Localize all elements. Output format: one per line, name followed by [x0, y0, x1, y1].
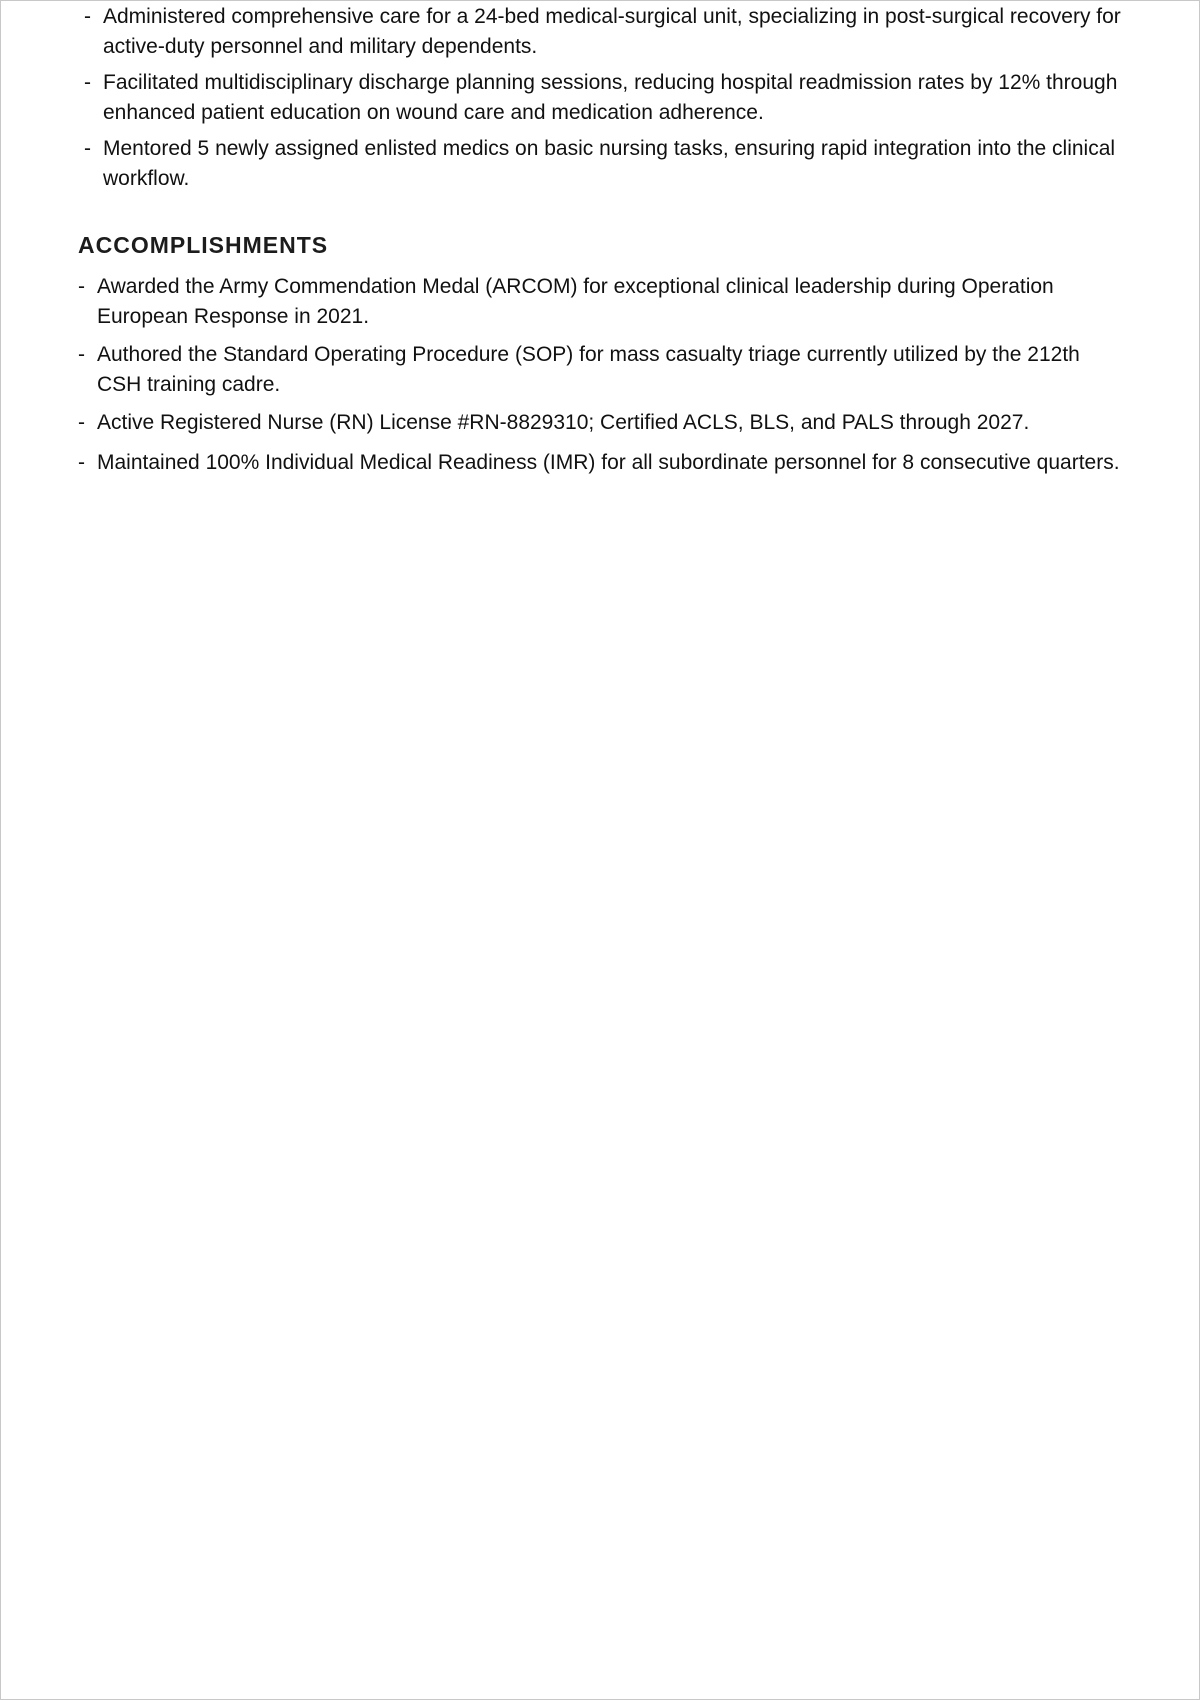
accomplishment-bullet	[78, 448, 1128, 478]
bullet-dash: -	[78, 343, 85, 366]
accomplishment-bullet-text: Maintained 100% Individual Medical Readiness (IMR) for all subordinate personnel for 8 consecutive quarters.	[97, 451, 1120, 474]
bullet-dash: -	[78, 275, 85, 298]
accomplishment-bullet-text: Active Registered Nurse (RN) License #RN-8829310; Certified ACLS, BLS, and PALS through 2027.	[97, 411, 1030, 434]
bullet-dash: -	[84, 5, 91, 28]
accomplishment-bullet	[78, 408, 1128, 438]
bullet-dash: -	[84, 137, 91, 160]
experience-bullet	[78, 68, 1128, 128]
bullet-dash: -	[84, 71, 91, 94]
bullet-dash: -	[78, 451, 85, 474]
accomplishment-bullet	[78, 340, 1128, 400]
experience-bullet	[78, 2, 1128, 62]
experience-bullet-list	[78, 2, 1128, 194]
accomplishments-heading: ACCOMPLISHMENTS	[78, 232, 329, 258]
experience-bullet-text: Administered comprehensive care for a 24-bed medical-surgical unit, specializing in post-surgical recovery for active-duty personnel and military dependents.	[103, 5, 1121, 58]
experience-bullet	[78, 134, 1128, 194]
experience-bullet-text: Mentored 5 newly assigned enlisted medics on basic nursing tasks, ensuring rapid integration into the clinical workflow.	[103, 137, 1116, 190]
accomplishment-bullet-text: Awarded the Army Commendation Medal (ARCOM) for exceptional clinical leadership during Operation European Response in 2021.	[97, 275, 1054, 328]
accomplishments-bullet-list	[78, 272, 1128, 478]
accomplishment-bullet-text: Authored the Standard Operating Procedure (SOP) for mass casualty triage currently utilized by the 212th CSH training cadre.	[97, 343, 1080, 396]
bullet-dash: -	[78, 411, 85, 434]
experience-bullet-text: Facilitated multidisciplinary discharge planning sessions, reducing hospital readmission rates by 12% through enhanced patient education on wound care and medication adherence.	[103, 71, 1118, 124]
resume-content	[78, 1, 1128, 488]
accomplishment-bullet	[78, 272, 1128, 332]
